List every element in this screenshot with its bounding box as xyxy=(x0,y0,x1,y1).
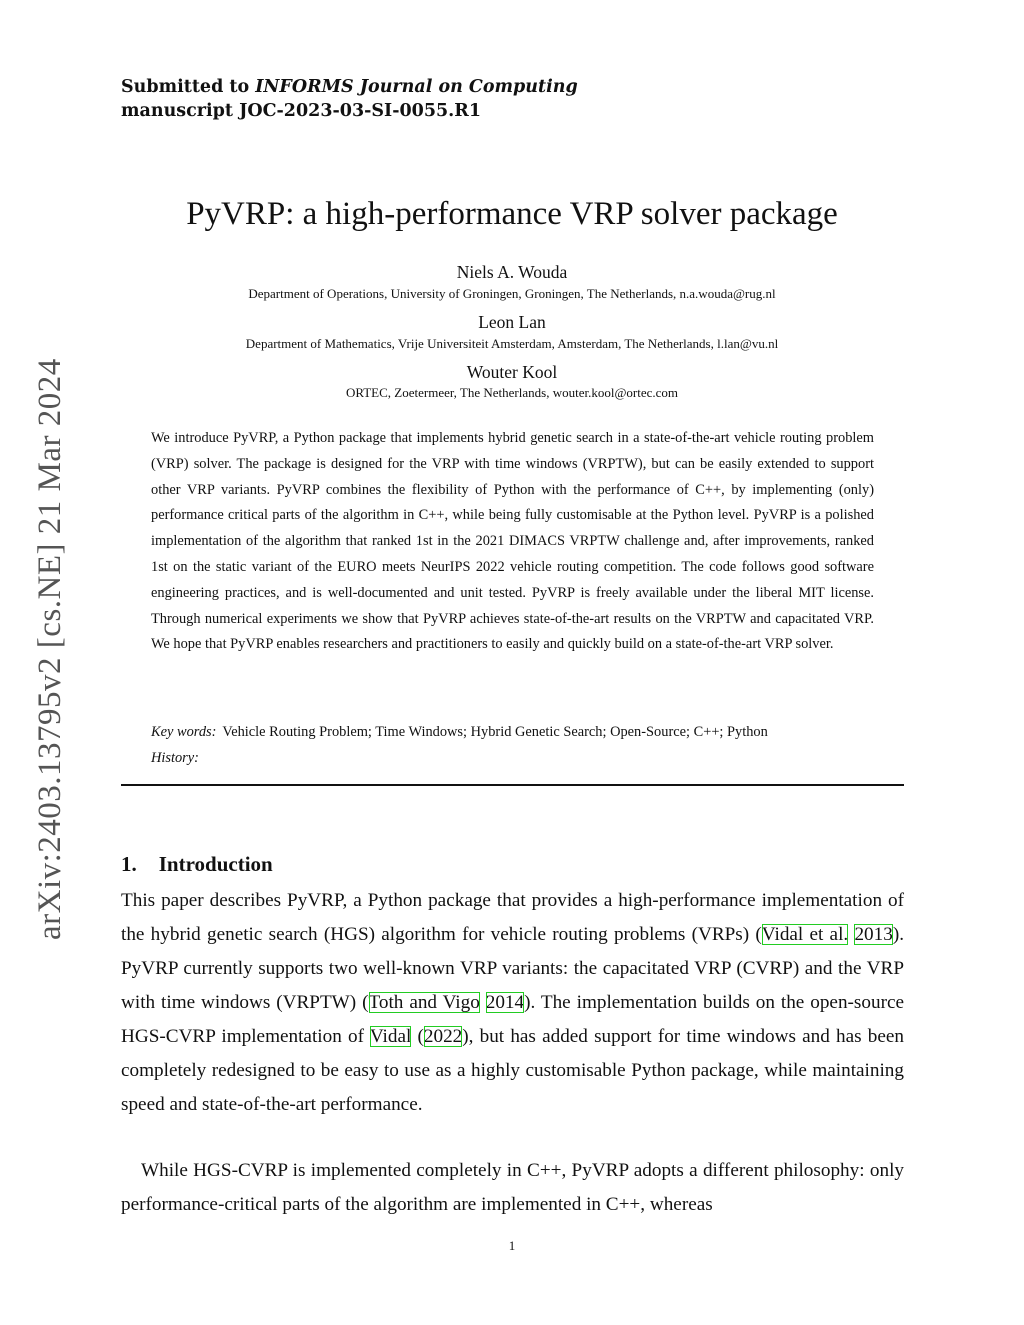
page-number: 1 xyxy=(508,1238,516,1253)
citation-link[interactable]: Vidal et al. xyxy=(761,924,849,945)
author-name: Leon Lan xyxy=(478,312,546,332)
journal-line xyxy=(121,75,578,99)
citation-link[interactable]: 2013 xyxy=(854,924,893,945)
keywords-block xyxy=(151,719,874,771)
text-run: ), but has added support for time windows and has been completely redesigned to be easy to use as a highly customisable Python package, while maintaining speed and state-of-the-art performance. xyxy=(121,1026,905,1115)
citation-link[interactable]: 2014 xyxy=(485,992,525,1013)
section-divider xyxy=(121,784,904,786)
citation-link[interactable]: Vidal xyxy=(369,1026,412,1047)
author-affiliation: ORTEC, Zoetermeer, The Netherlands, wouter.kool@ortec.com xyxy=(345,385,679,400)
keywords-text: Vehicle Routing Problem; Time Windows; Hybrid Genetic Search; Open-Source; C++; Python xyxy=(222,724,768,740)
journal-name: INFORMS Journal on Computing xyxy=(255,77,578,97)
citation-link[interactable]: 2022 xyxy=(423,1026,463,1047)
author-affiliation: Department of Operations, University of Groningen, Groningen, The Netherlands, n.a.wouda@rug.nl xyxy=(248,286,776,301)
keywords-line xyxy=(151,719,874,745)
section-heading xyxy=(121,852,273,877)
arxiv-sidebar-stamp: arXiv:2403.13795v2 [cs.NE] 21 Mar 2024 xyxy=(32,358,68,940)
author-name: Wouter Kool xyxy=(466,362,558,382)
history-line xyxy=(151,745,874,771)
author-name: Niels A. Wouda xyxy=(456,262,568,282)
text-run: ). The implementation builds on the open-source HGS-CVRP implementation of xyxy=(121,992,904,1047)
text-run: ). PyVRP currently supports two well-known VRP variants: the capacitated VRP (CVRP) and the VRP with time windows (VRPTW) ( xyxy=(121,924,905,1013)
section-number: 1. xyxy=(121,852,137,876)
text-run xyxy=(480,992,486,1013)
intro-paragraph-1 xyxy=(121,884,904,1122)
intro-paragraph-2: While HGS-CVRP is implemented completely in C++, PyVRP adopts a different philosophy: only performance-critical parts of the algorithm are implemented in C++, whereas xyxy=(121,1160,904,1215)
manuscript-header xyxy=(121,75,578,123)
citation-link[interactable]: Toth and Vigo xyxy=(368,992,480,1013)
history-label: History: xyxy=(151,750,199,766)
keywords-label: Key words: xyxy=(151,724,217,740)
text-run: This paper describes PyVRP, a Python package that provides a high-performance implementation of the hybrid genetic search (HGS) algorithm for vehicle routing problems (VRPs) ( xyxy=(121,890,904,945)
section-title: Introduction xyxy=(158,852,273,876)
paper-title: PyVRP: a high-performance VRP solver package xyxy=(186,196,838,232)
text-run: ( xyxy=(411,1026,424,1047)
submitted-prefix: Submitted to xyxy=(121,77,250,97)
abstract: We introduce PyVRP, a Python package that implements hybrid genetic search in a state-of-the-art vehicle routing problem (VRP) solver. The package is designed for the VRP with time windows (VRPTW), but can be easily extended to support other VRP variants. PyVRP combines the flexibility of Python with the performance of C++, by implementing (only) performance critical parts of the algorithm in C++, while being fully customisable at the Python level. PyVRP is a polished implementation of the algorithm that ranked 1st in the 2021 DIMACS VRPTW challenge and, after improvements, ranked 1st on the static variant of the EURO meets NeurIPS 2022 vehicle routing competition. The code follows good software engineering practices, and is well-documented and unit tested. PyVRP is freely available under the liberal MIT license. Through numerical experiments we show that PyVRP achieves state-of-the-art results on the VRPTW and capacitated VRP. We hope that PyVRP enables researchers and practitioners to easily and quickly build on a state-of-the-art VRP solver. xyxy=(151,430,874,653)
manuscript-id: manuscript JOC-2023-03-SI-0055.R1 xyxy=(121,101,481,121)
author-affiliation: Department of Mathematics, Vrije Universiteit Amsterdam, Amsterdam, The Netherlands, l.lan@vu.nl xyxy=(245,336,779,351)
